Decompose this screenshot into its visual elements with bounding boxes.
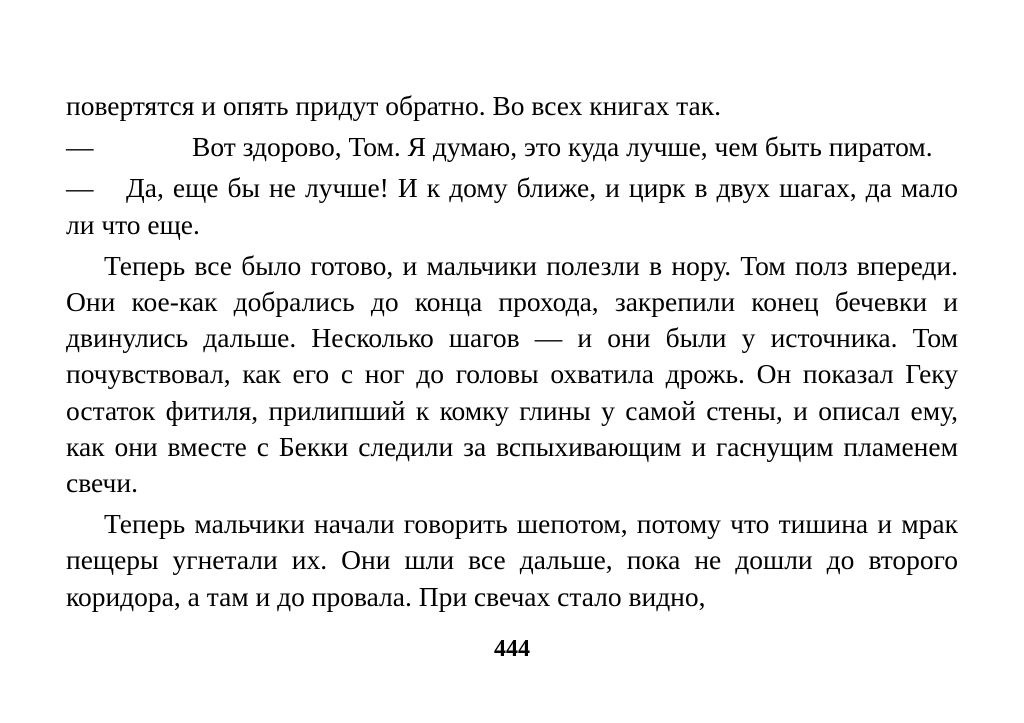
paragraph: Теперь все было готово, и мальчики полезли в нору. Том полз впереди. Они кое-как добрались до конца прохода, закрепили конец бечевки и двинулись дальше. Несколько шагов — и они были у источника. Том почувствовал, как его с ног до головы охватила дрожь. Он показал Геку остаток фитиля, прилипший к комку глины у самой стены, и описал ему, как они вместе с Бекки следили за вспыхивающим и гаснущим пламенем свечи. — [66, 249, 958, 499]
dialogue-line-1 — [66, 129, 958, 165]
dialogue-line-2 — [66, 170, 958, 242]
continuation-line: повертятся и опять придут обратно. Во всех книгах так. — [66, 90, 721, 121]
em-dash: — — [66, 172, 94, 204]
em-dash: — — [66, 131, 94, 163]
page-number: 444 — [494, 636, 530, 662]
dialogue-text: Вот здорово, Том. Я думаю, это куда лучше, чем быть пиратом. — [192, 131, 933, 163]
page-text — [66, 88, 958, 620]
dialogue-text: Да, еще бы не лучше! И к дому ближе, и цирк в двух шагах, да мало ли что еще. — [66, 172, 958, 240]
paragraph: Теперь мальчики начали говорить шепотом, потому что тишина и мрак пещеры угнетали их. Они шли все дальше, пока не дошли до второго коридора, а там и до провала. При свечах стало видно, — [66, 508, 958, 612]
